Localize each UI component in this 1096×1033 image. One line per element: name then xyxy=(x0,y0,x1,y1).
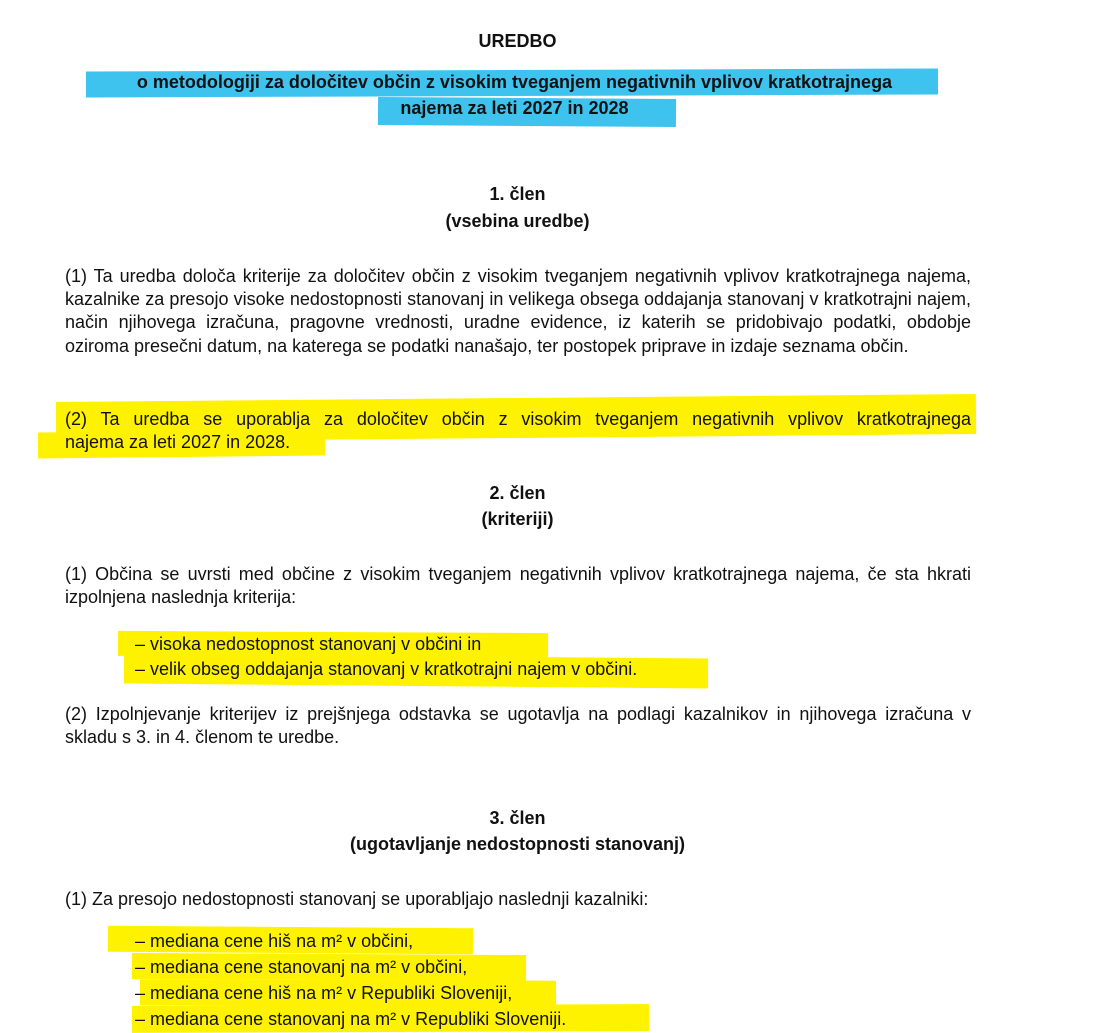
article-3-number: 3. člen xyxy=(489,808,546,828)
article-1-paragraph-1: (1) Ta uredba določa kriterije za določitev občin z visokim tveganjem negativnih vplivov kratkotrajnega najema, kazalnike za presojo visoke nedostopnosti stanovanj in velikega obsega oddajanja stanovanj v kratkotrajni najem, način njihovega izračuna, pragovne vrednosti, uradne evidence, iz katerih se pridobivajo podatki, obdobje oziroma presečni datum, na katerega se podatki nanašajo, ter postopek priprave in izdaje seznama občin. xyxy=(65,266,971,356)
article-3-list-item-2: – mediana cene stanovanj na m² v občini, xyxy=(135,957,468,977)
article-3-paragraph-1: (1) Za presojo nedostopnosti stanovanj se uporabljajo naslednji kazalniki: xyxy=(65,889,649,909)
article-3-heading: (ugotavljanje nedostopnosti stanovanj) xyxy=(349,834,686,854)
article-2-list-item-1: – visoka nedostopnost stanovanj v občini in xyxy=(135,634,482,654)
article-1-number: 1. člen xyxy=(489,184,546,204)
article-2-heading: (kriteriji) xyxy=(481,509,554,529)
article-1-heading: (vsebina uredbe) xyxy=(445,211,590,231)
article-1-paragraph-2-line-2: najema za leti 2027 in 2028. xyxy=(65,432,291,452)
article-2-paragraph-1: (1) Občina se uvrsti med občine z visokim tveganjem negativnih vplivov kratkotrajnega najema, če sta hkrati izpolnjena naslednja kriterija: xyxy=(65,564,971,608)
article-1-paragraph-2-line-1: (2) Ta uredba se uporablja za določitev občin z visokim tveganjem negativnih vplivov kratkotrajnega xyxy=(65,409,971,429)
article-3-list-item-3: – mediana cene hiš na m² v Republiki Sloveniji, xyxy=(135,983,513,1003)
document-subtitle-line-1: o metodologiji za določitev občin z visokim tveganjem negativnih vplivov kratkotrajnega xyxy=(136,72,893,92)
article-3-list-item-1: – mediana cene hiš na m² v občini, xyxy=(135,931,414,951)
document-title: UREDBO xyxy=(478,31,557,51)
article-2-number: 2. člen xyxy=(489,483,546,503)
document-subtitle-line-2: najema za leti 2027 in 2028 xyxy=(400,98,629,118)
article-2-list-item-2: – velik obseg oddajanja stanovanj v kratkotrajni najem v občini. xyxy=(135,659,638,679)
article-3-list-item-4: – mediana cene stanovanj na m² v Republiki Sloveniji. xyxy=(135,1009,567,1029)
article-2-paragraph-2: (2) Izpolnjevanje kriterijev iz prejšnjega odstavka se ugotavlja na podlagi kazalnikov in njihovega izračuna v skladu s 3. in 4. členom te uredbe. xyxy=(65,704,971,748)
